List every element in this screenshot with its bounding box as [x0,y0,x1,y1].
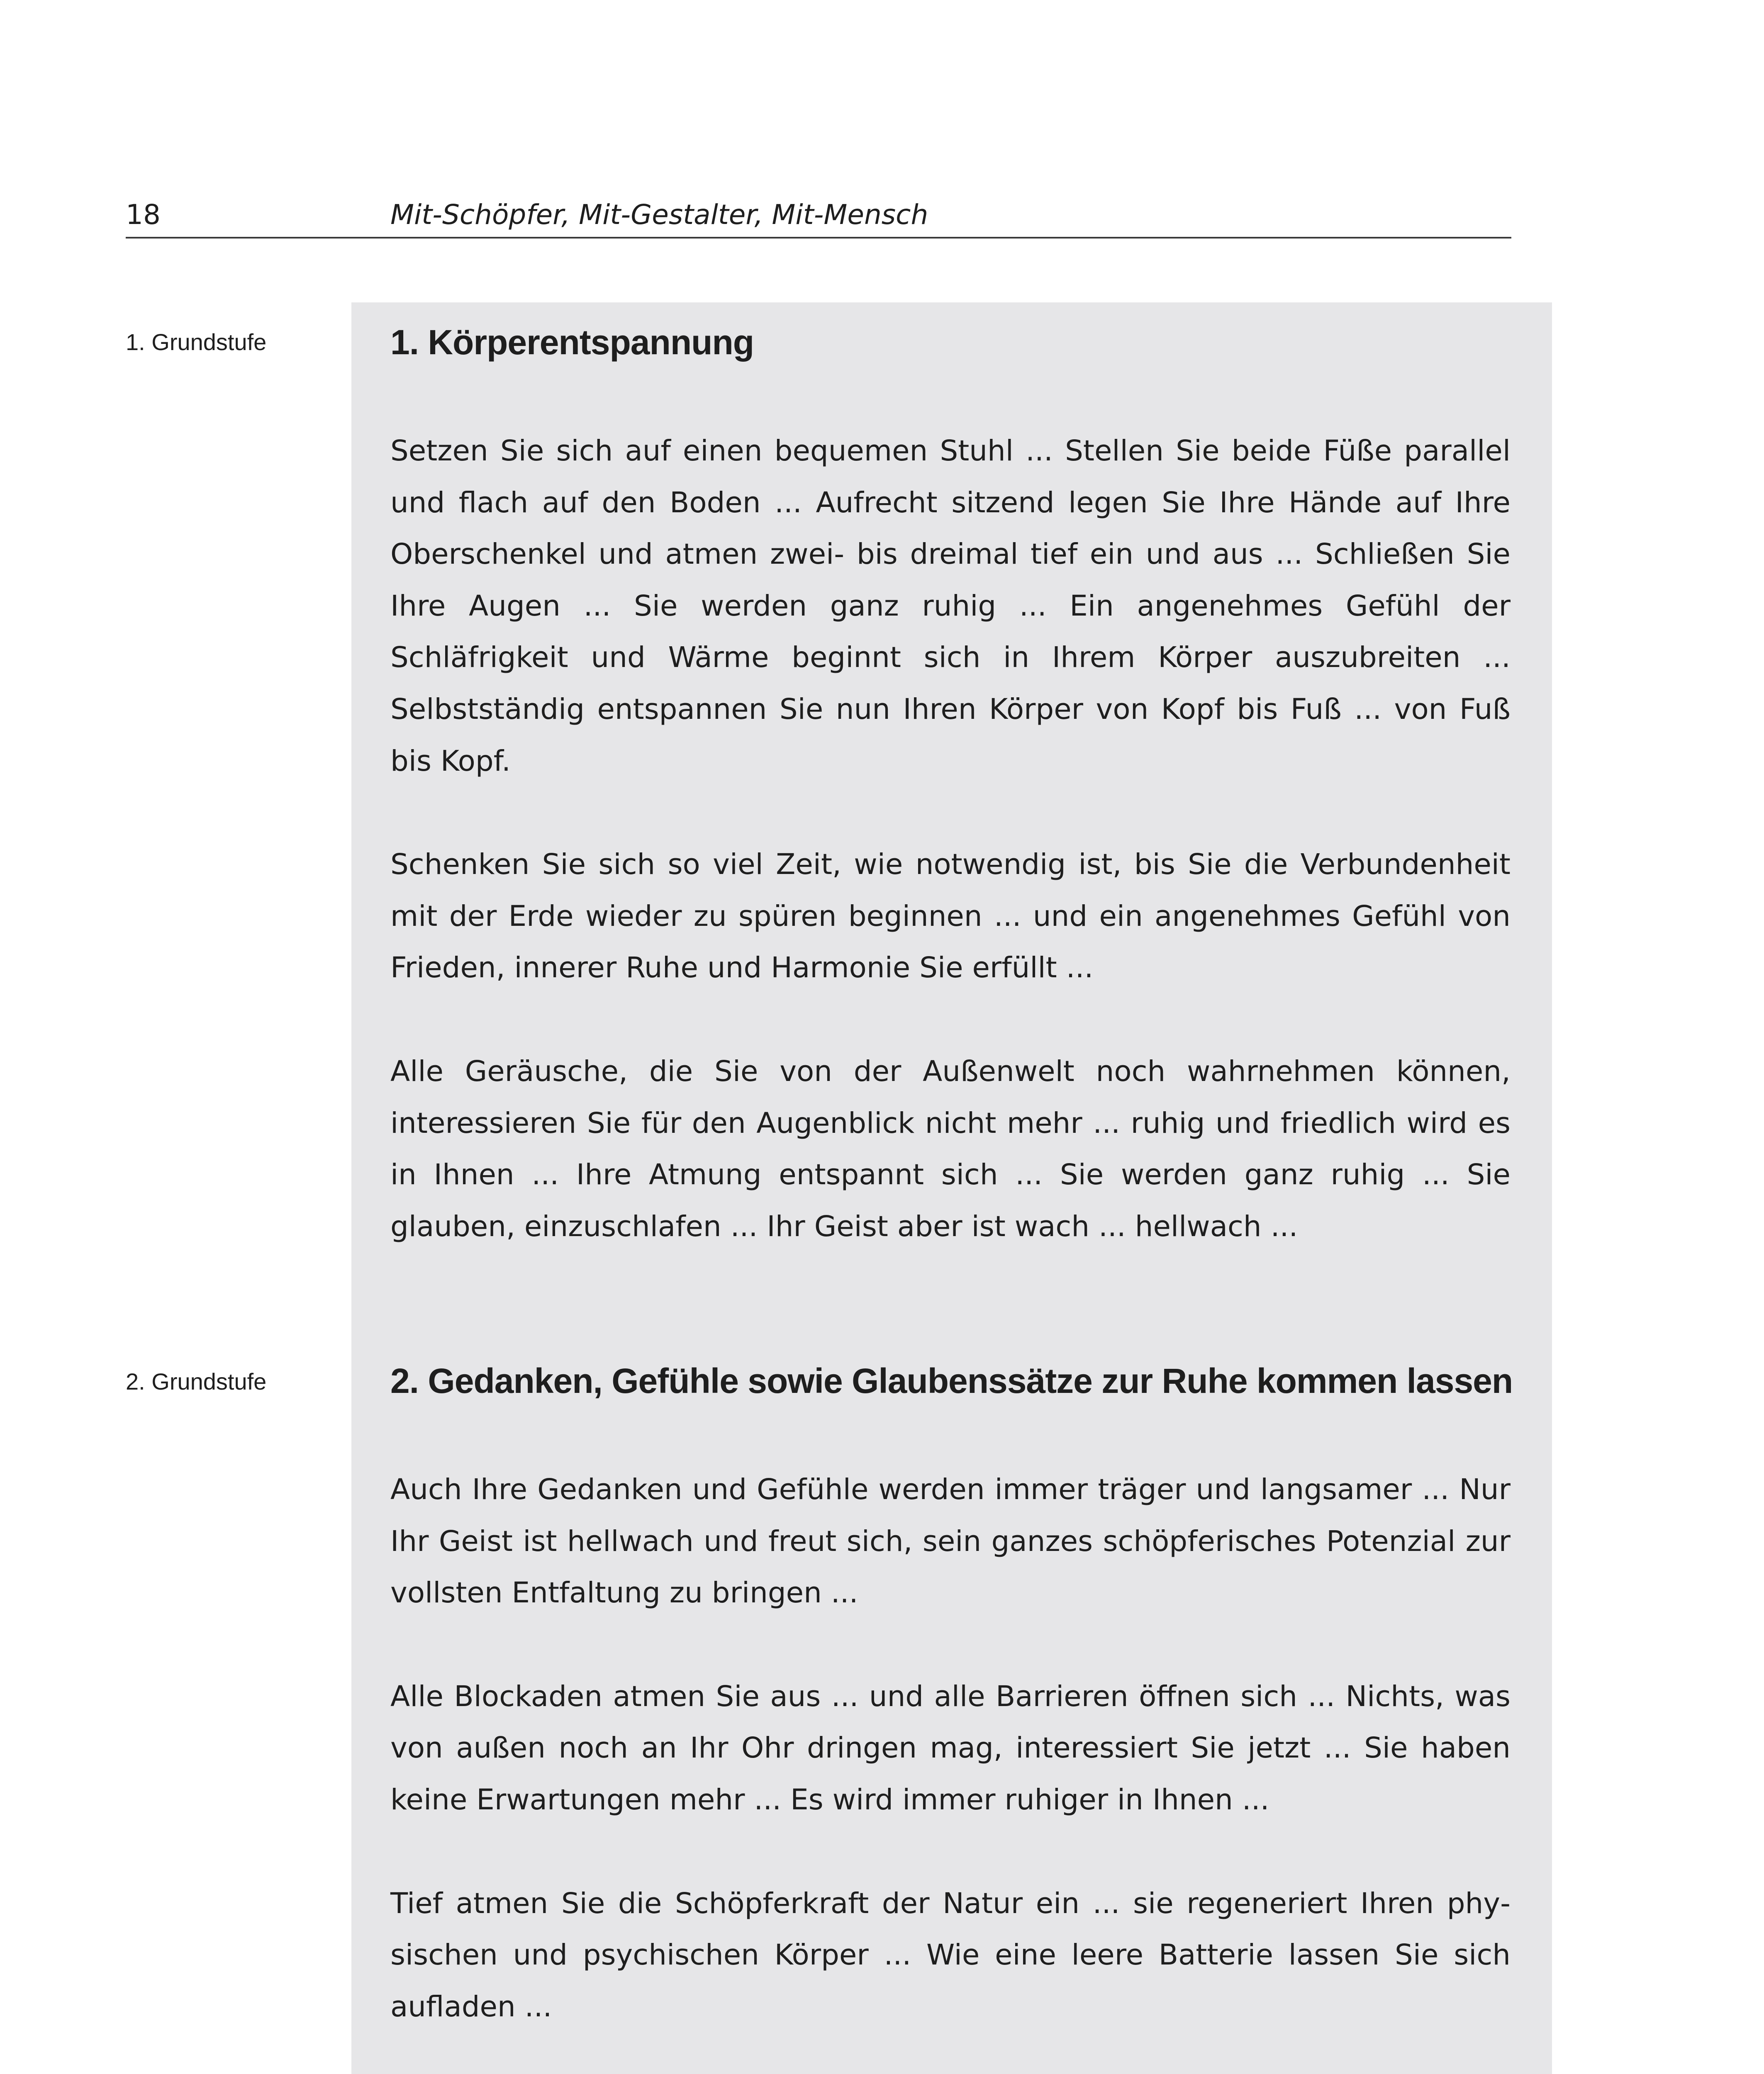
paragraph: Alle Geräusche, die Sie von der Außenwelt noch wahrnehmen können, interessieren Sie für den Augenblick nicht mehr ... ruhig und friedlich wird es in Ihnen ... Ihre Atmung entspannt sich ... Sie werden ganz ruhig ... Sie glauben, einzuschlafen ... Ihr Geist aber ist wach ... hellwach ... [390,1054,1511,1243]
paragraph: Schenken Sie sich so viel Zeit, wie notwendig ist, bis Sie die Verbundenheit mit der Erde wieder zu spüren beginnen ... und ein angenehmes Gefühl von Frieden, innerer Ruhe und Harmonie Sie erfüllt ... [390,848,1511,985]
exercise-box [351,302,1552,2074]
section-body-relaxation [390,321,1511,1252]
running-title: Mit-Schöpfer, Mit-Gestalter, Mit-Mensch [390,199,928,231]
margin-note-level-2: 2. Grundstufe [126,1368,267,1395]
paragraph: Auch Ihre Gedanken und Gefühle werden immer träger und langsamer ... Nur Ihr Geist ist hellwach und freut sich, sein ganzes schöpferisches Potenzial zur vollsten Entfaltung zu bringen ... [390,1473,1511,1610]
section-calm-thoughts [390,1360,1511,2074]
header-rule [126,237,1511,239]
paragraph: Tief atmen Sie die Schöpferkraft der Natur ein ... sie regeneriert Ihren physischen und psychischen Körper ... Wie eine leere Batterie lassen Sie sich aufladen ... [390,1887,1511,2023]
page-number: 18 [126,199,161,231]
paragraph: Alle Blockaden atmen Sie aus ... und alle Barrieren öffnen sich ... Nichts, was von außen noch an Ihr Ohr dringen mag, interessiert Sie jetzt ... Sie haben keine Erwartungen mehr ... Es wird immer ruhiger in Ihnen ... [390,1680,1511,1816]
paragraph: Setzen Sie sich auf einen bequemen Stuhl ... Stellen Sie beide Füße parallel und flach auf den Boden ... Aufrecht sitzend legen Sie Ihre Hände auf Ihre Oberschenkel und atmen zwei- bis dreimal tief ein und aus ... Schließen Sie Ihre Augen ... Sie werden ganz ruhig ... Ein angenehmes Gefühl der Schläfrigkeit und Wärme beginnt sich in Ihrem Körper auszubreiten ... Selbstständig entspannen Sie nun Ihren Körper von Kopf bis Fuß ... von Fuß bis Kopf. [390,434,1511,778]
section-title: 1. Körperentspannung [390,323,754,362]
section-title: 2. Gedanken, Gefühle sowie Glaubenssätze zur Ruhe kommen lassen [390,1361,1513,1400]
margin-note-level-1: 1. Grundstufe [126,329,267,355]
